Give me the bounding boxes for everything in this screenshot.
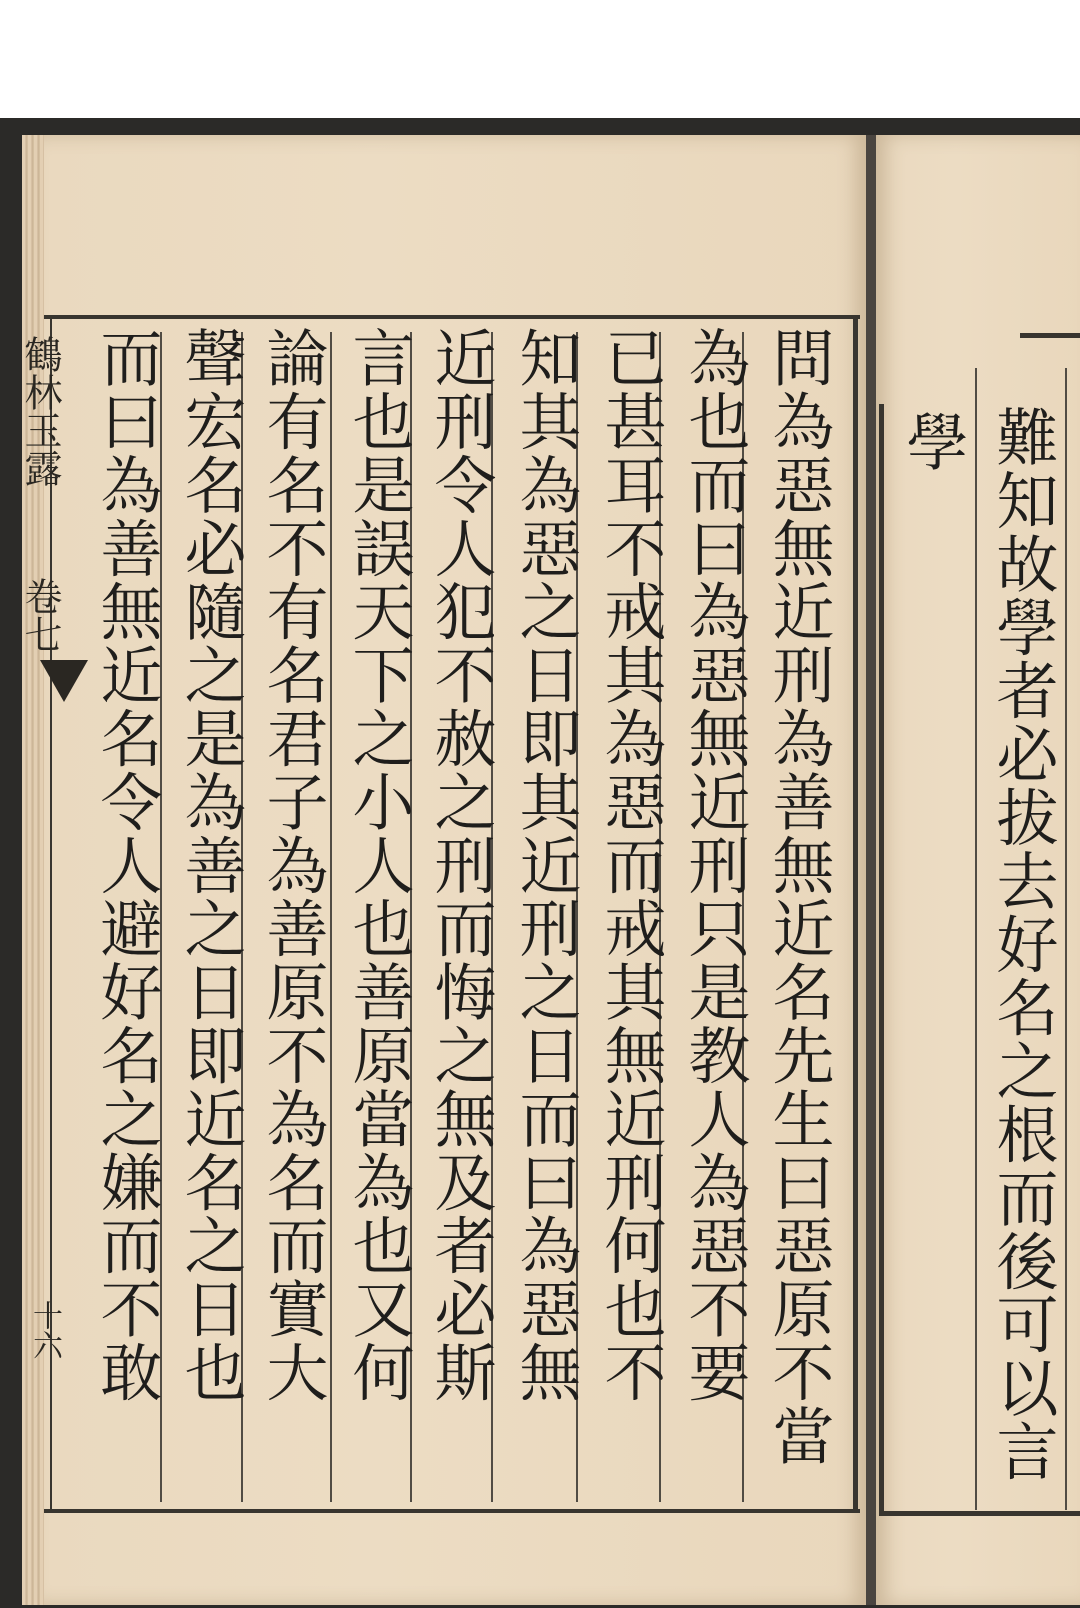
book-title: 鶴林玉露: [18, 335, 62, 487]
text-column-6: 言也是誤天下之小人也善原當為也又何: [342, 326, 415, 1404]
fish-tail-mark: [40, 660, 88, 702]
text-column-3: 已甚耳不戒其為惡而戒其無近刑何也不: [594, 326, 667, 1404]
text-column-8: 聲宏名必隨之是為善之日即近名之日也: [174, 326, 247, 1404]
right-text-column-1: 難知故學者必拔去好名之根而後可以言: [986, 405, 1059, 1483]
text-column-4: 知其為惡之日即其近刑之日而曰為惡無: [509, 326, 582, 1404]
right-column-rule: [975, 368, 977, 1510]
right-frame-top: [1020, 333, 1080, 338]
right-frame-bottom: [884, 1511, 1080, 1516]
folio-number: 十六: [27, 1300, 62, 1360]
volume-label: 卷七: [18, 577, 62, 653]
text-column-9: 而曰為善無近名令人避好名之嫌而不敢: [90, 326, 163, 1404]
text-column-1: 問為惡無近刑為善無近名先生曰惡原不當: [762, 326, 835, 1468]
text-column-7: 論有名不有名君子為善原不為名而實大: [256, 326, 329, 1404]
text-column-5: 近刑令人犯不赦之刑而悔之無及者必斯: [424, 326, 497, 1404]
right-column-rule: [1065, 368, 1067, 1510]
right-frame-left: [879, 404, 884, 1516]
right-text-column-2: 學: [896, 410, 969, 474]
frame-right-border: [853, 315, 858, 1509]
book-gutter: [866, 135, 876, 1605]
text-column-2: 為也而曰為惡無近刑只是教人為惡不要: [678, 326, 751, 1404]
